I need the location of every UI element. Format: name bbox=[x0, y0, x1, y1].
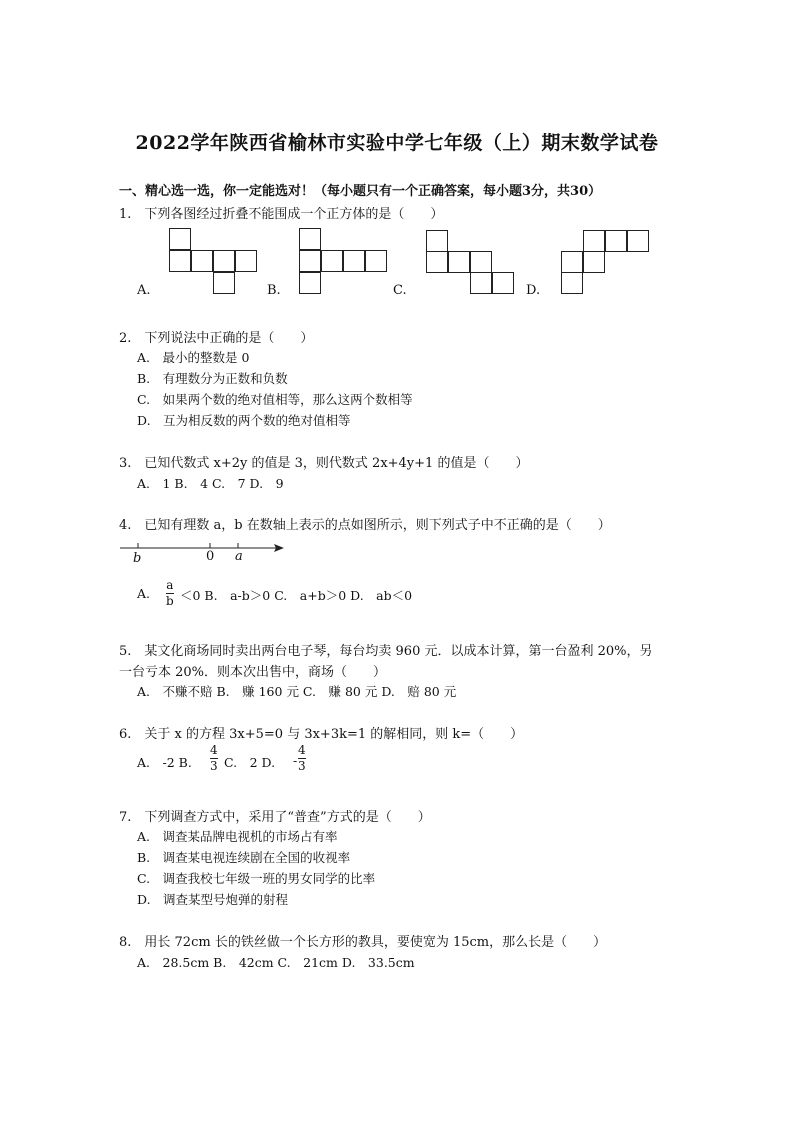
question-7-option-d: D. 调查某型号炮弹的射程 bbox=[137, 892, 289, 907]
fraction-denominator: 3 bbox=[210, 759, 218, 773]
question-8-stem: 8. 用长 72cm 长的铁丝做一个长方形的教具，要使宽为 15cm，那么长是（ ） bbox=[119, 935, 607, 950]
fraction-denominator: 3 bbox=[298, 759, 306, 773]
net-label-a: A. bbox=[137, 283, 151, 298]
question-3-options: A. 1 B. 4 C. 7 D. 9 bbox=[137, 476, 284, 491]
fraction-4-over-3 bbox=[210, 744, 218, 773]
question-5-stem-line1: 5. 某文化商场同时卖出两台电子琴，每台均卖 960 元．以成本计算，第一台盈利 20%，另 bbox=[119, 644, 653, 659]
number-line bbox=[118, 538, 288, 568]
question-7-option-c: C. 调查我校七年级一班的男女同学的比率 bbox=[137, 871, 376, 886]
question-7-option-a: A. 调查某品牌电视机的市场占有率 bbox=[137, 829, 338, 844]
question-2-stem: 2. 下列说法中正确的是（ ） bbox=[119, 331, 314, 346]
question-5-stem-line2: 一台亏本 20%．则本次出售中，商场（ ） bbox=[119, 665, 387, 680]
question-7-stem: 7. 下列调查方式中，采用了“普查”方式的是（ ） bbox=[119, 810, 431, 825]
fraction-numerator: 4 bbox=[210, 743, 218, 757]
question-8-options: A. 28.5cm B. 42cm C. 21cm D. 33.5cm bbox=[137, 955, 415, 970]
question-6-option-a: A. -2 B. bbox=[137, 755, 192, 770]
fraction-neg-4-over-3 bbox=[298, 744, 306, 773]
section-heading: 一、精心选一选，你一定能选对！（每小题只有一个正确答案，每小题3分，共30） bbox=[119, 184, 602, 199]
fraction-numerator: a bbox=[166, 578, 174, 592]
question-4-option-a-prefix: A. bbox=[137, 586, 151, 601]
question-6-stem: 6. 关于 x 的方程 3x+5=0 与 3x+3k=1 的解相同，则 k=（ ） bbox=[119, 727, 524, 742]
question-5-options: A. 不赚不赔 B. 赚 160 元 C. 赚 80 元 D. 赔 80 元 bbox=[137, 684, 457, 699]
question-4-options-rest: ＜0 B. a-b＞0 C. a+b＞0 D. ab＜0 bbox=[180, 588, 413, 603]
fraction-a-over-b bbox=[166, 579, 174, 608]
question-4-stem: 4. 已知有理数 a，b 在数轴上表示的点如图所示，则下列式子中不正确的是（ ） bbox=[119, 518, 611, 533]
fraction-numerator: 4 bbox=[298, 743, 306, 757]
question-1-stem: 1. 下列各图经过折叠不能围成一个正方体的是（ ） bbox=[119, 207, 444, 222]
question-3-stem: 3. 已知代数式 x+2y 的值是 3，则代数式 2x+4y+1 的值是（ ） bbox=[119, 456, 529, 471]
page-title: 2022学年陕西省榆林市实验中学七年级（上）期末数学试卷 bbox=[135, 132, 659, 154]
net-label-b: B. bbox=[267, 283, 281, 298]
fraction-denominator: b bbox=[166, 594, 174, 608]
question-7-option-b: B. 调查某电视连续剧在全国的收视率 bbox=[137, 850, 351, 865]
question-2-option-c: C. 如果两个数的绝对值相等，那么这两个数相等 bbox=[137, 392, 413, 407]
net-label-d: D. bbox=[526, 283, 541, 298]
question-2-option-a: A. 最小的整数是 0 bbox=[137, 350, 250, 365]
net-label-c: C. bbox=[393, 283, 407, 298]
axis-label-zero: 0 bbox=[206, 549, 215, 564]
axis-label-a: a bbox=[235, 549, 243, 564]
question-2-option-b: B. 有理数分为正数和负数 bbox=[137, 371, 288, 386]
minus-sign: - bbox=[293, 753, 298, 768]
question-2-option-d: D. 互为相反数的两个数的绝对值相等 bbox=[137, 413, 351, 428]
axis-label-b: b bbox=[133, 551, 142, 566]
question-6-option-c: C. 2 D. bbox=[224, 755, 276, 770]
